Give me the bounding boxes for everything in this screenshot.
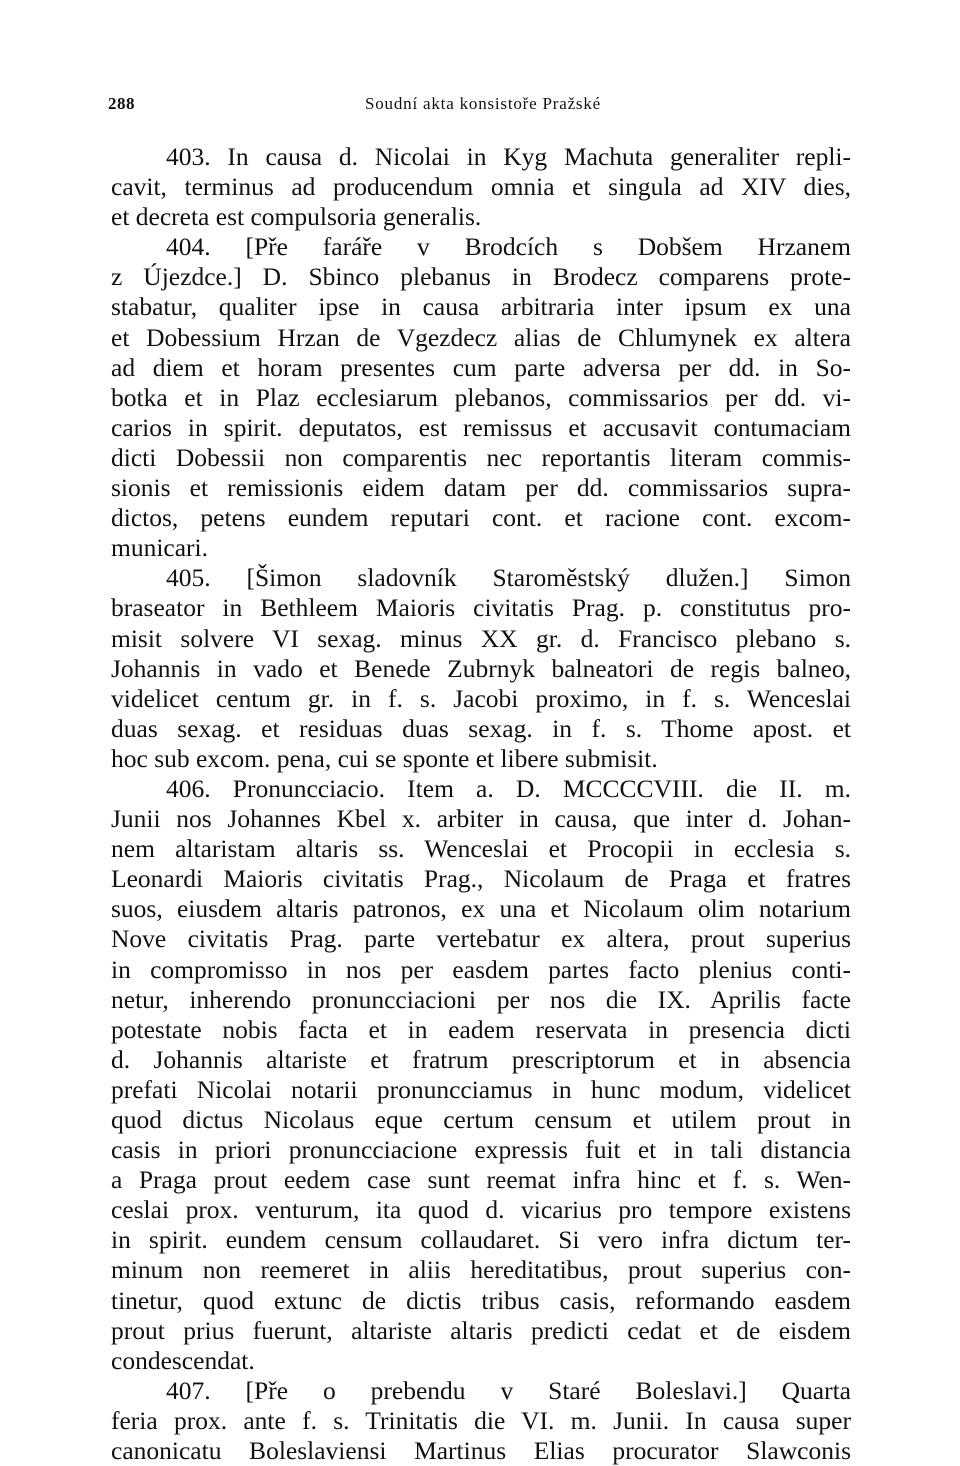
text-body: [111, 142, 851, 1466]
page-header: [108, 94, 858, 118]
text-line: Leonardi Maioris civitatis Prag., Nicolaum de Praga et fratres: [111, 864, 851, 894]
text-line: duas sexag. et residuas duas sexag. in f. s. Thome apost. et: [111, 713, 851, 743]
text-line: 405. [Šimon sladovník Staroměstský dlužen.] Simon: [166, 563, 851, 593]
text-line: minum non reemeret in aliis hereditatibus, prout superius con-: [111, 1255, 851, 1285]
text-line: nem altaristam altaris ss. Wenceslai et Procopii in ecclesia s.: [111, 834, 851, 864]
text-line: Junii nos Johannes Kbel x. arbiter in causa, que inter d. Johan-: [111, 804, 851, 834]
running-title: Soudní akta konsistoře Pražské: [365, 94, 601, 113]
text-line: in spirit. eundem censum collaudaret. Si vero infra dictum ter-: [111, 1225, 851, 1255]
text-line: hoc sub excom. pena, cui se sponte et libere submisit.: [111, 743, 658, 773]
text-line: suos, eiusdem altaris patronos, ex una et Nicolaum olim notarium: [111, 894, 851, 924]
text-line: misit solvere VI sexag. minus XX gr. d. Francisco plebano s.: [111, 623, 851, 653]
text-line: tinetur, quod extunc de dictis tribus casis, reformando easdem: [111, 1285, 851, 1315]
text-line: sionis et remissionis eidem datam per dd. commissarios supra-: [111, 473, 851, 503]
text-line: canonicatu Boleslaviensi Martinus Elias procurator Slawconis: [111, 1436, 851, 1466]
text-line: casis in priori pronuncciacione expressis fuit et in tali distancia: [111, 1135, 851, 1165]
text-line: Nove civitatis Prag. parte vertebatur ex altera, prout superius: [111, 924, 851, 954]
text-line: cavit, terminus ad producendum omnia et singula ad XIV dies,: [111, 172, 851, 202]
text-line: stabatur, qualiter ipse in causa arbitraria inter ipsum ex una: [111, 292, 851, 322]
text-line: a Praga prout eedem case sunt reemat infra hinc et f. s. Wen-: [111, 1165, 851, 1195]
text-line: quod dictus Nicolaus eque certum censum et utilem prout in: [111, 1105, 851, 1134]
text-line: ad diem et horam presentes cum parte adversa per dd. in So-: [111, 352, 851, 382]
text-line: prefati Nicolai notarii pronuncciamus in hunc modum, videlicet: [111, 1074, 851, 1104]
text-line: in compromisso in nos per easdem partes facto plenius conti-: [111, 954, 851, 984]
text-line: potestate nobis facta et in eadem reservata in presencia dicti: [111, 1014, 851, 1044]
text-line: 403. In causa d. Nicolai in Kyg Machuta generaliter repli-: [166, 142, 851, 171]
text-line: feria prox. ante f. s. Trinitatis die VI. m. Junii. In causa super: [111, 1405, 851, 1435]
text-line: 404. [Pře faráře v Brodcích s Dobšem Hrzanem: [166, 232, 851, 262]
text-line: 406. Pronuncciacio. Item a. D. MCCCCVIII. die II. m.: [166, 773, 851, 803]
text-line: braseator in Bethleem Maioris civitatis Prag. p. constitutus pro-: [111, 593, 851, 623]
text-line: botka et in Plaz ecclesiarum plebanos, commissarios per dd. vi-: [111, 382, 851, 412]
text-line: videlicet centum gr. in f. s. Jacobi proximo, in f. s. Wenceslai: [111, 683, 851, 713]
text-line: prout prius fuerunt, altariste altaris predicti cedat et de eisdem: [111, 1315, 851, 1345]
text-line: et decreta est compulsoria generalis.: [111, 202, 482, 232]
text-line: municari.: [111, 533, 209, 563]
text-line: dictos, petens eundem reputari cont. et racione cont. excom-: [111, 503, 851, 533]
text-line: Johannis in vado et Benede Zubrnyk balneatori de regis balneo,: [111, 653, 851, 683]
text-line: condescendat.: [111, 1345, 255, 1375]
text-line: 407. [Pře o prebendu v Staré Boleslavi.] Quarta: [166, 1375, 851, 1405]
text-line: carios in spirit. deputatos, est remissus et accusavit contumaciam: [111, 412, 851, 442]
text-line: dicti Dobessii non comparentis nec reportantis literam commis-: [111, 442, 851, 472]
text-line: netur, inherendo pronuncciacioni per nos die IX. Aprilis facte: [111, 984, 851, 1014]
page-number: 288: [108, 94, 135, 113]
text-line: ceslai prox. venturum, ita quod d. vicarius pro tempore existens: [111, 1195, 851, 1225]
text-line: z Újezdce.] D. Sbinco plebanus in Brodecz comparens prote-: [111, 262, 851, 292]
text-line: et Dobessium Hrzan de Vgezdecz alias de Chlumynek ex altera: [111, 322, 851, 352]
text-line: d. Johannis altariste et fratrum prescriptorum et in absencia: [111, 1044, 851, 1074]
